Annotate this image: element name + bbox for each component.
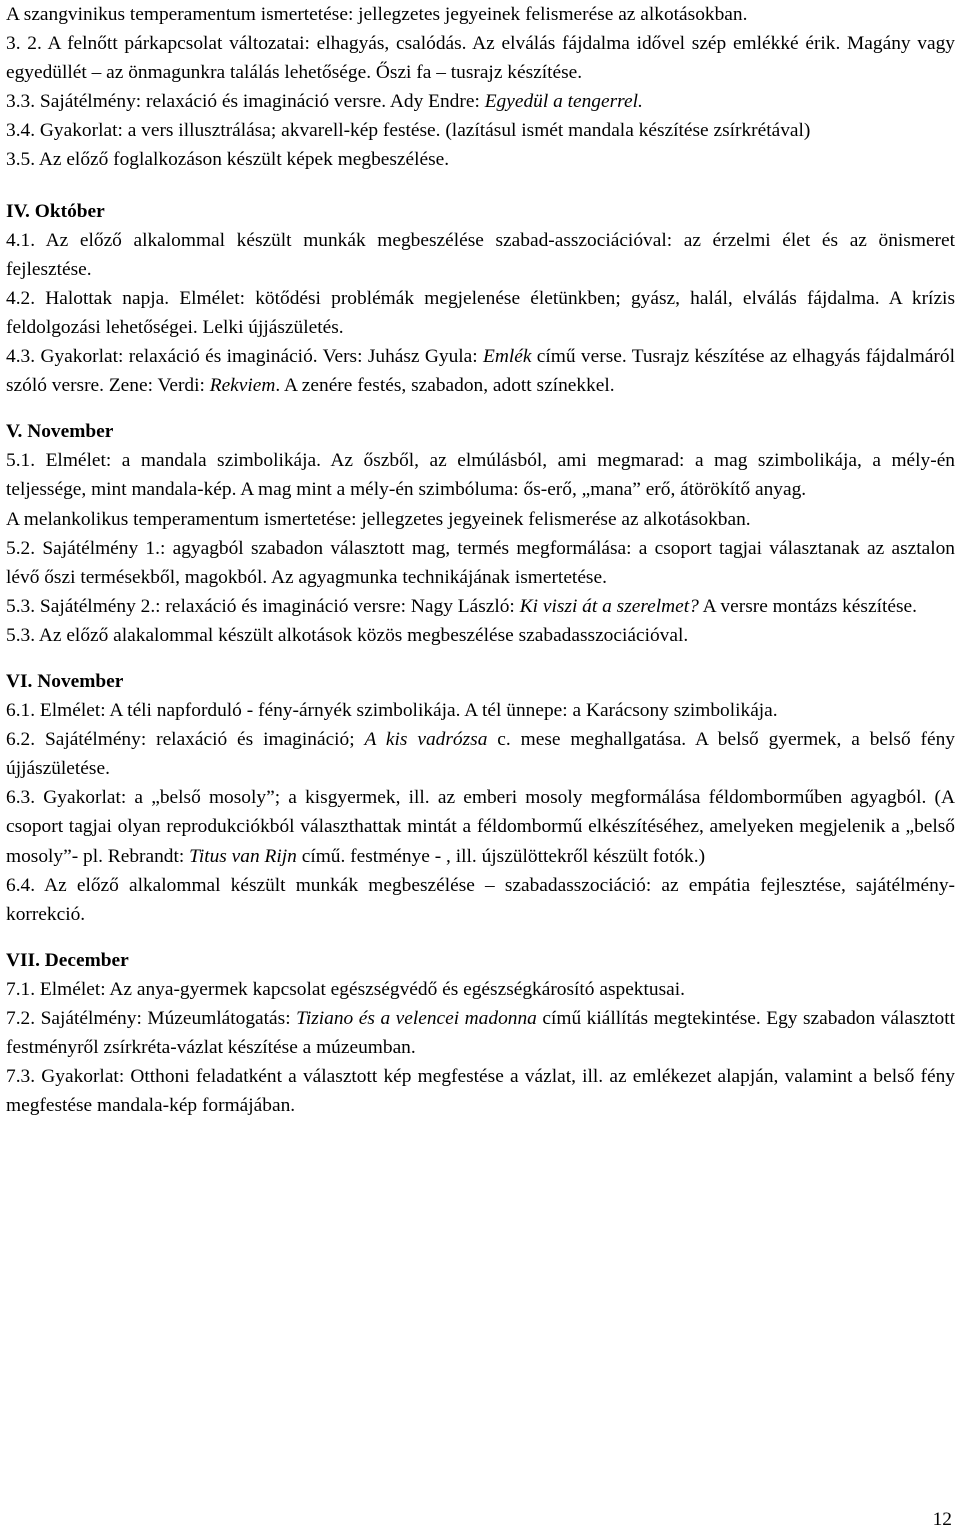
poem-title-ki-viszi-at: Ki viszi át a szerelmet? [519,595,699,617]
paragraph-5-3-a [6,592,955,621]
paragraph-5-1: 5.1. Elmélet: a mandala szimbolikája. Az őszből, az elmúlásból, ami megmarad: a mag szimbolikája, a mély-én teljessége, mint mandala-kép. A mag mint a mély-én szimbóluma: ős-erő, „mana” erő, átörökítő anyag. [6,450,955,501]
paragraph-5-2: 5.2. Sajátélmény 1.: agyagból szabadon választott mag, termés megformálása: a csoport tagjai választanak az asztalon lévő őszi termésekből, magokból. Az agyagmunka technikájának ismertetése. [6,537,955,588]
section-december [6,975,955,1120]
paragraph-4-1: 4.1. Az előző alkalommal készült munkák megbeszélése szabad-asszociációval: az érzelmi élet és az önismeret fejlesztése. [6,229,955,280]
document-page [6,0,955,1120]
paragraph-5-3-a-text-b: A versre montázs készítése. [698,595,917,617]
paragraph-melancholic-temperament: A melankolikus temperamentum ismertetése: jellegzetes jegyeinek felismerése az alkotásokban. [6,508,751,530]
tale-title-kis-vadrozsa: A kis vadrózsa [364,729,488,751]
paragraph-6-4: 6.4. Az előző alkalommal készült munkák megbeszélése – szabadasszociáció: az empátia fejlesztése, sajátélmény-korrekció. [6,874,955,925]
paragraph-4-3-text-a: 4.3. Gyakorlat: relaxáció és imagináció. Vers: Juhász Gyula: [6,346,483,368]
paragraph-4-2: 4.2. Halottak napja. Elmélet: kötődési problémák megjelenése életünkben; gyász, halál, elválás fájdalma. A krízis feldolgozási lehetőségei. Lelki újjászületés. [6,287,955,338]
paragraph-4-3-text-c: . A zenére festés, szabadon, adott színekkel. [275,375,615,397]
paragraph-6-2-text-b: c. mese meghallgatása. A belső gyermek, a belső fény újjászületése. [6,729,955,780]
paragraph-6-2 [6,725,955,783]
paragraph-7-3: 7.3. Gyakorlat: Otthoni feladatként a választott kép megfestése a vázlat, ill. az emlékezet alapján, valamint a belső fény megfestése mandala-kép formájában. [6,1066,955,1117]
section-heading-november-2: VI. November [6,670,124,692]
paragraph-6-3-text-a: 6.3. Gyakorlat: a „belső mosoly”; a kisgyermek, ill. az emberi mosoly megformálása féldomborműben agyagból. (A csoport tagjai olyan reprodukciókból választhattak mintát a féldombormű elkészítéséhez, amelyeken megjelenik a „belső mosoly”- pl. Rebrandt: [6,787,955,867]
paragraph-4-3 [6,342,955,400]
paragraph-3-3 [6,87,955,116]
music-title-rekviem: Rekviem [209,375,276,397]
section-november-1 [6,446,955,650]
paragraph-6-3-text-b: című. festménye - , ill. újszülöttekről készült fotók.) [296,845,706,867]
paragraph-7-2 [6,1004,955,1062]
paragraph-7-1: 7.1. Elmélet: Az anya-gyermek kapcsolat egészségvédő és egészségkárosító aspektusai. [6,978,685,1000]
section-3-continuation [6,0,955,175]
paragraph-3-4: 3.4. Gyakorlat: a vers illusztrálása; akvarell-kép festése. (lazításul ismét mandala készítése zsírkrétával) [6,120,811,142]
poem-title-emlek: Emlék [483,346,532,368]
page-number: 12 [932,1509,952,1530]
paragraph-4-3-text-b: című verse. Tusrajz készítése az elhagyás fájdalmáról szóló versre. Zene: Verdi: [6,346,955,397]
section-heading-october: IV. Október [6,200,105,222]
paragraph-3-2: 3. 2. A felnőtt párkapcsolat változatai: elhagyás, csalódás. Az elválás fájdalma idővel szép emlékké érik. Magány vagy egyedüllét – az önmagunkra találás lehetősége. Őszi fa – tusrajz készítése. [6,33,955,84]
paragraph-6-2-text-a: 6.2. Sajátélmény: relaxáció és imagináció; [6,729,365,751]
exhibition-title-tiziano: Tiziano és a velencei madonna [296,1008,537,1029]
section-heading-december: VII. December [6,949,129,971]
paragraph-5-3-b: 5.3. Az előző alakalommal készült alkotások közös megbeszélése szabadasszociációval. [6,624,689,646]
section-heading-november-1: V. November [6,421,114,443]
paragraph-6-1: 6.1. Elmélet: A téli napforduló - fény-árnyék szimbolikája. A tél ünnepe: a Karácsony szimbolikája. [6,700,778,722]
paragraph-5-3-a-text: 5.3. Sajátélmény 2.: relaxáció és imagináció versre: Nagy László: [6,595,520,617]
section-october [6,226,955,401]
poem-title-egyedul: Egyedül a tengerrel. [484,91,643,113]
paragraph-7-2-text-a: 7.2. Sajátélmény: Múzeumlátogatás: [6,1008,297,1029]
paragraph-3-3-text: 3.3. Sajátélmény: relaxáció és imagináció versre. Ady Endre: [6,91,485,113]
paragraph-7-2-text-b: című kiállítás megtekintése. Egy szabadon választott festményről zsírkréta-vázlat készítése a múzeumban. [6,1008,955,1059]
painting-title-titus: Titus van Rijn [189,845,297,867]
section-november-2 [6,696,955,929]
paragraph-6-3 [6,783,955,870]
paragraph-3-5: 3.5. Az előző foglalkozáson készült képek megbeszélése. [6,149,450,171]
paragraph-sanguine-temperament: A szangvinikus temperamentum ismertetése: jellegzetes jegyeinek felismerése az alkotásokban. [6,4,748,25]
